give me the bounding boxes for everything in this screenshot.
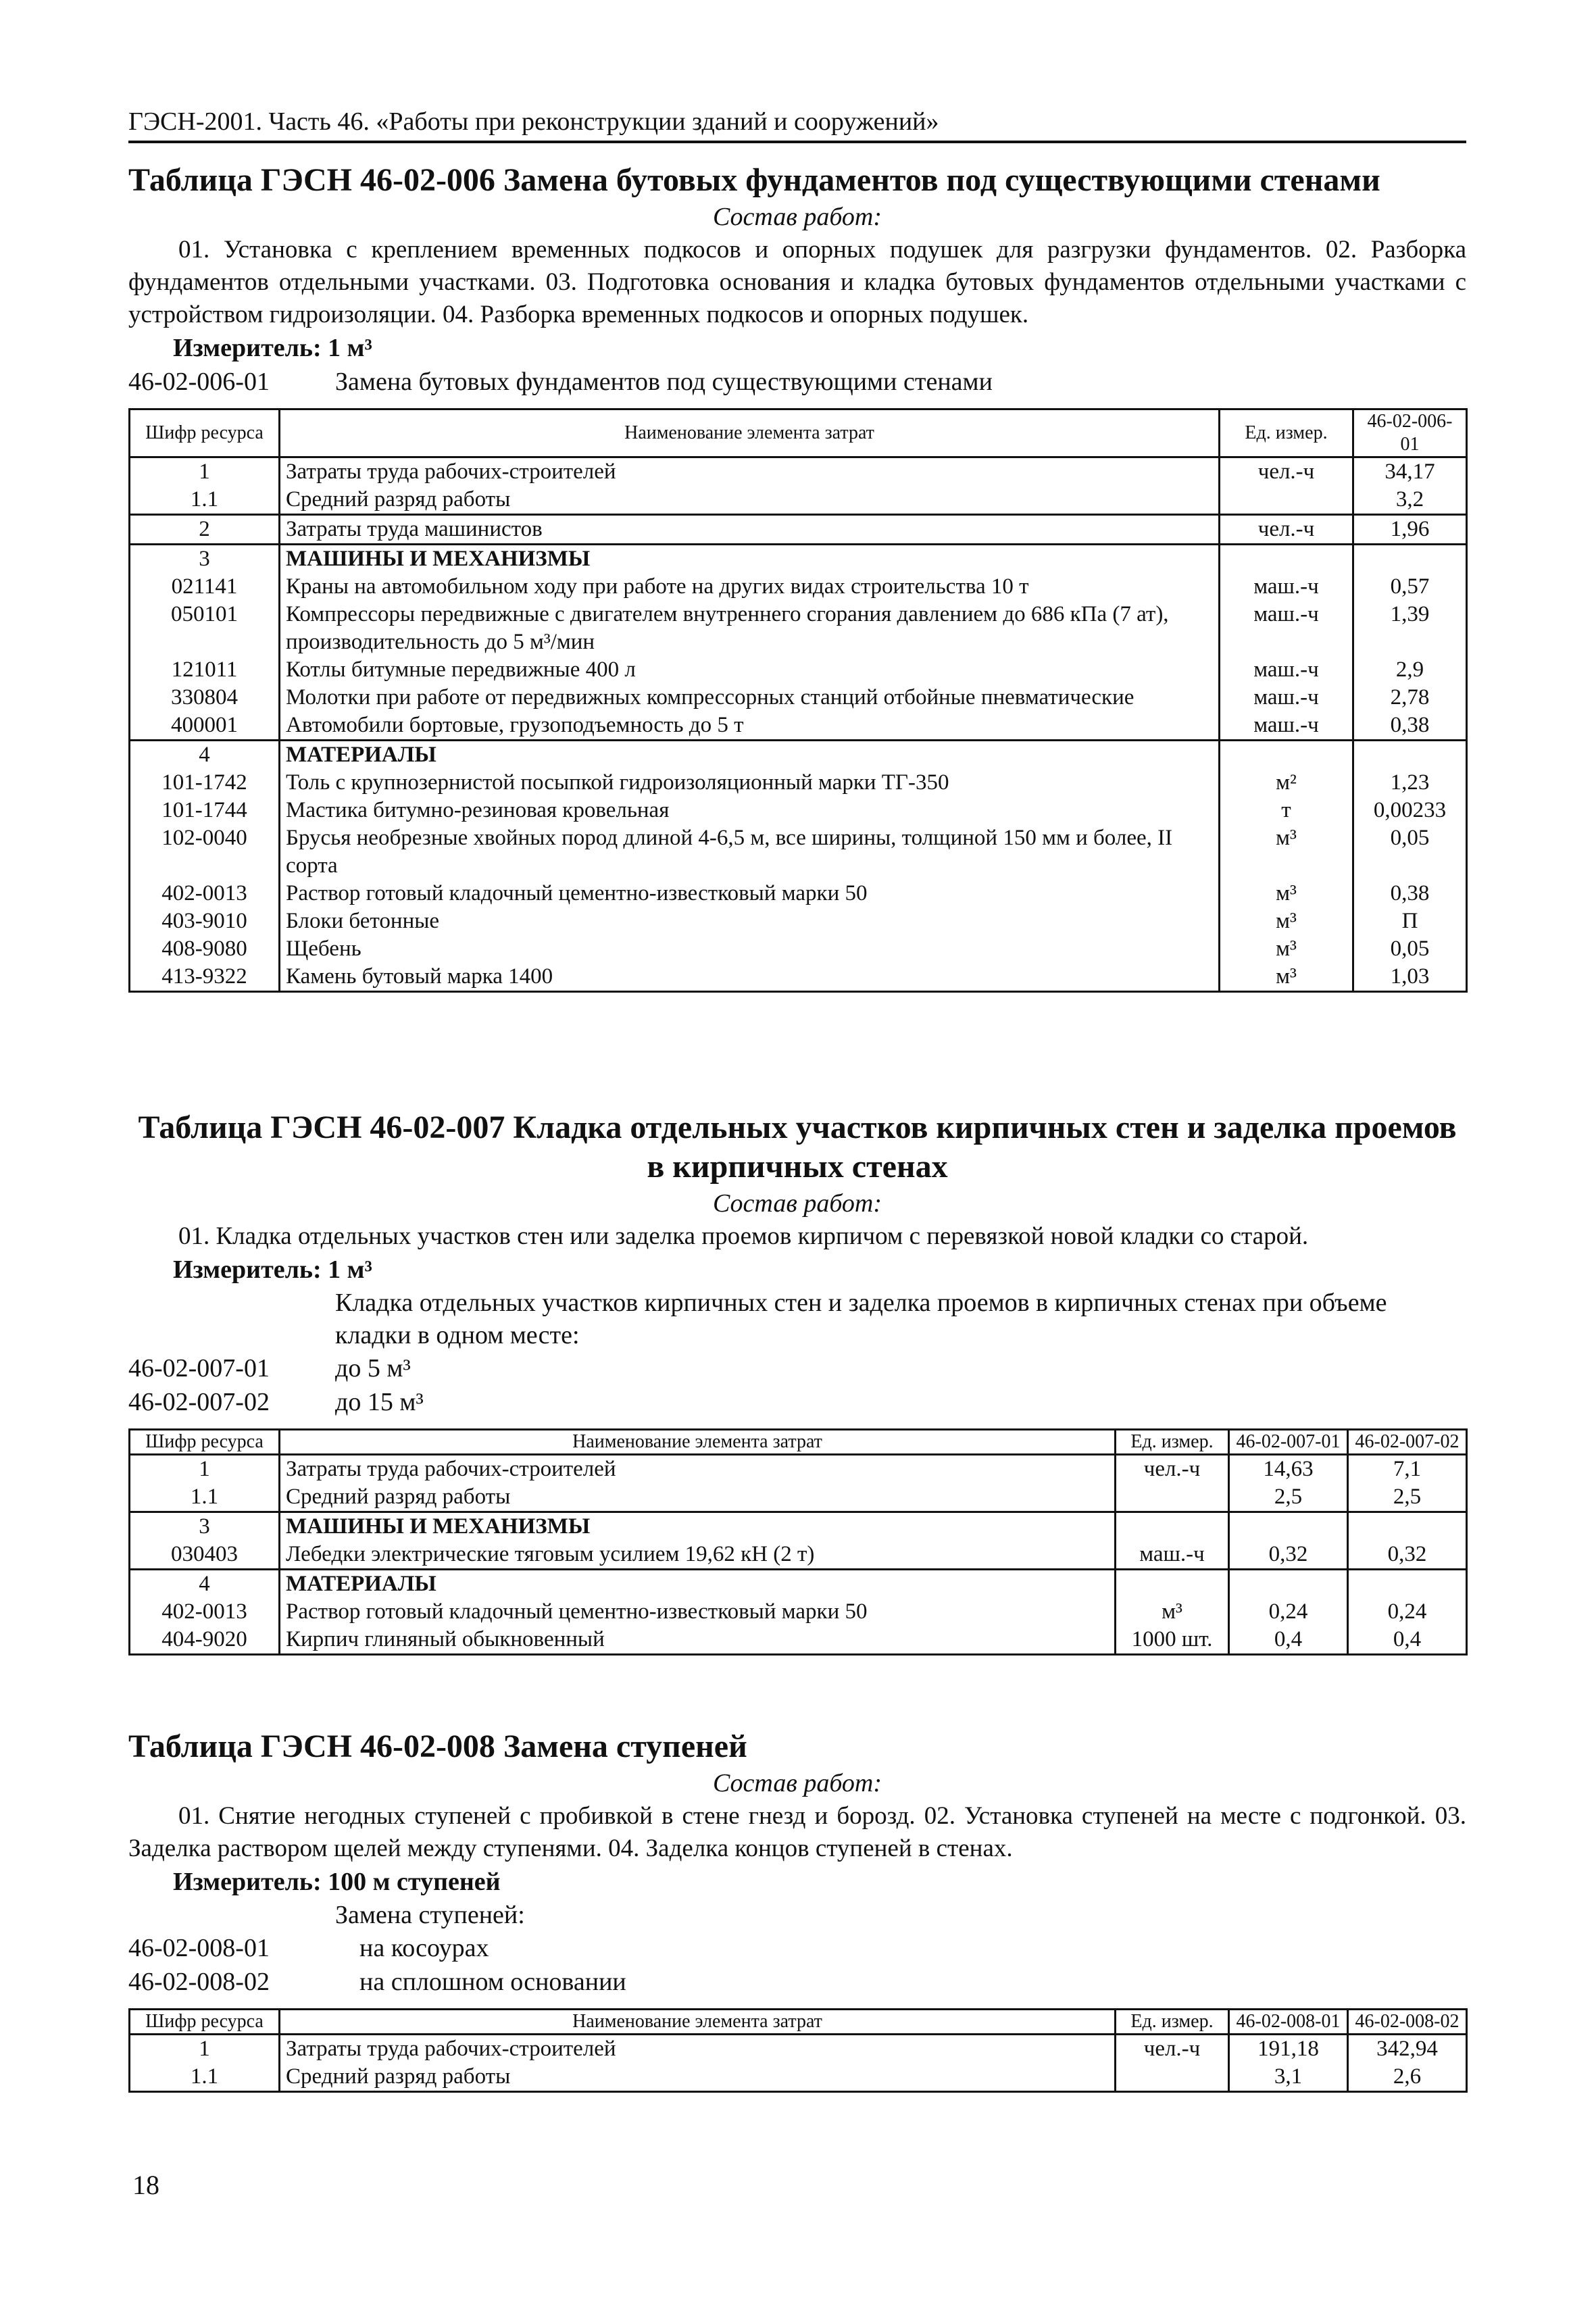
- header-col1: 46-02-006-01: [1353, 409, 1467, 457]
- cell-unit: чел.-ч: [1220, 457, 1353, 487]
- table-row: [130, 573, 1467, 601]
- cell-unit: м³: [1220, 824, 1353, 880]
- cell-code: 3: [130, 1512, 280, 1541]
- works-heading: Состав работ:: [712, 1189, 882, 1218]
- section-46-02-007: [128, 1108, 1466, 1656]
- cell-v1: 0,57: [1353, 573, 1467, 601]
- norm-name: Замена бутовых фундаментов под существующими стенами: [335, 368, 993, 396]
- cell-unit: м³: [1220, 963, 1353, 992]
- cell-v2: 2,6: [1348, 2063, 1467, 2092]
- page-number: 18: [132, 2170, 159, 2200]
- cell-v2: 2,5: [1348, 1483, 1467, 1512]
- works-heading: Состав работ:: [712, 203, 882, 231]
- resource-table: [128, 408, 1468, 993]
- header-col2: 46-02-008-02: [1348, 2010, 1467, 2035]
- cell-v1: 0,05: [1353, 935, 1467, 963]
- table-body: [130, 1455, 1467, 1655]
- cell-code: 021141: [130, 573, 280, 601]
- cell-code: 101-1742: [130, 769, 280, 797]
- norm-code-line: [128, 1931, 1466, 1965]
- header-code: Шифр ресурса: [130, 2010, 280, 2035]
- cell-unit: [1116, 1512, 1229, 1541]
- cell-name: МАТЕРИАЛЫ: [280, 741, 1220, 770]
- cell-unit: маш.-ч: [1116, 1541, 1229, 1570]
- cell-unit: 1000 шт.: [1116, 1626, 1229, 1655]
- cell-name: Камень бутовый марка 1400: [280, 963, 1220, 992]
- resource-table: [128, 1428, 1468, 1656]
- table-row: [130, 935, 1467, 963]
- norm-code: 46-02-008-01: [128, 1934, 270, 1962]
- table-row: [130, 880, 1467, 907]
- cell-name: Компрессоры передвижные с двигателем внутреннего сгорания давлением до 686 кПа (7 ат), производительность до 5 м³/мин: [280, 601, 1220, 656]
- table-row: [130, 963, 1467, 992]
- cell-code: 403-9010: [130, 907, 280, 935]
- table-row: [130, 601, 1467, 656]
- cell-v2: 0,32: [1348, 1541, 1467, 1570]
- cell-name: МАШИНЫ И МЕХАНИЗМЫ: [280, 1512, 1116, 1541]
- resource-table: [128, 2008, 1468, 2093]
- norm-code: 46-02-006-01: [128, 368, 270, 396]
- cell-code: 1: [130, 457, 280, 487]
- cell-code: 2: [130, 515, 280, 545]
- cell-v2: [1348, 1570, 1467, 1599]
- norm-intro: Кладка отдельных участков кирпичных стен и заделка проемов в кирпичных стенах при объеме кладки в одном месте:: [335, 1289, 1387, 1349]
- norm-code-line: [128, 1385, 1466, 1419]
- cell-v1: 1,39: [1353, 601, 1467, 656]
- cell-name: Блоки бетонные: [280, 907, 1220, 935]
- cell-code: 400001: [130, 712, 280, 741]
- cell-code: 1.1: [130, 2063, 280, 2092]
- table-title: Таблица ГЭСН 46-02-007 Кладка отдельных участков кирпичных стен и заделка проемов в кирпичных стенах: [138, 1110, 1457, 1185]
- table-row: [130, 1541, 1467, 1570]
- cell-v2: 342,94: [1348, 2035, 1467, 2064]
- cell-code: 330804: [130, 684, 280, 712]
- cell-code: 102-0040: [130, 824, 280, 880]
- cell-v1: 1,03: [1353, 963, 1467, 992]
- cell-v1: 1,23: [1353, 769, 1467, 797]
- table-row: [130, 545, 1467, 574]
- table-row: [130, 1570, 1467, 1599]
- header-name: Наименование элемента затрат: [280, 409, 1220, 457]
- cell-unit: маш.-ч: [1220, 656, 1353, 684]
- cell-v1: 34,17: [1353, 457, 1467, 487]
- cell-v1: 3,2: [1353, 486, 1467, 515]
- norm-code-line: [128, 1965, 1466, 1999]
- cell-code: 1: [130, 2035, 280, 2064]
- cell-code: 413-9322: [130, 963, 280, 992]
- cell-name: Краны на автомобильном ходу при работе на других видах строительства 10 т: [280, 573, 1220, 601]
- cell-name: Затраты труда машинистов: [280, 515, 1220, 545]
- cell-unit: [1116, 1483, 1229, 1512]
- norm-name: до 5 м³: [335, 1354, 411, 1383]
- cell-v1: [1353, 545, 1467, 574]
- cell-code: 121011: [130, 656, 280, 684]
- cell-unit: т: [1220, 797, 1353, 824]
- norm-intro: Замена ступеней:: [335, 1901, 525, 1929]
- table-row: [130, 712, 1467, 741]
- cell-v1: 0,00233: [1353, 797, 1467, 824]
- cell-v1: 0,24: [1229, 1598, 1348, 1626]
- cell-name: Раствор готовый кладочный цементно-известковый марки 50: [280, 1598, 1116, 1626]
- cell-unit: маш.-ч: [1220, 712, 1353, 741]
- cell-unit: м³: [1220, 907, 1353, 935]
- cell-code: 3: [130, 545, 280, 574]
- table-body: [130, 457, 1467, 992]
- cell-v1: [1229, 1512, 1348, 1541]
- cell-code: 1: [130, 1455, 280, 1484]
- works-description: 01. Снятие негодных ступеней с пробивкой в стене гнезд и борозд. 02. Установка ступеней на месте с подгонкой. 03. Заделка раствором щелей между ступенями. 04. Заделка концов ступеней в стенах.: [128, 1802, 1466, 1862]
- table-row: [130, 769, 1467, 797]
- norm-name: до 15 м³: [335, 1388, 424, 1416]
- table-row: [130, 1626, 1467, 1655]
- table-row: [130, 907, 1467, 935]
- cell-v1: 0,05: [1353, 824, 1467, 880]
- cell-code: 402-0013: [130, 880, 280, 907]
- cell-name: Затраты труда рабочих-строителей: [280, 1455, 1116, 1484]
- cell-v1: 191,18: [1229, 2035, 1348, 2064]
- norm-code: 46-02-008-02: [128, 1968, 270, 1996]
- table-row: [130, 2035, 1467, 2064]
- cell-code: 4: [130, 741, 280, 770]
- section-46-02-006: [128, 161, 1466, 993]
- works-heading: Состав работ:: [712, 1769, 882, 1797]
- header-name: Наименование элемента затрат: [280, 1430, 1116, 1455]
- cell-unit: [1116, 1570, 1229, 1599]
- header-col2: 46-02-007-02: [1348, 1430, 1467, 1455]
- cell-name: Мастика битумно-резиновая кровельная: [280, 797, 1220, 824]
- table-row: [130, 824, 1467, 880]
- cell-v1: 0,4: [1229, 1626, 1348, 1655]
- cell-unit: [1220, 486, 1353, 515]
- cell-v1: 0,38: [1353, 880, 1467, 907]
- table-row: [130, 1598, 1467, 1626]
- cell-name: Котлы битумные передвижные 400 л: [280, 656, 1220, 684]
- table-body: [130, 2035, 1467, 2092]
- cell-code: 404-9020: [130, 1626, 280, 1655]
- works-description: 01. Установка с креплением временных подкосов и опорных подушек для разгрузки фундаментов. 02. Разборка фундаментов отдельными участками. 03. Подготовка основания и кладка бутовых фундаментов отдельными участками с устройством гидроизоляции. 04. Разборка временных подкосов и опорных подушек.: [128, 236, 1466, 328]
- cell-name: Щебень: [280, 935, 1220, 963]
- table-row: [130, 2063, 1467, 2092]
- header-name: Наименование элемента затрат: [280, 2010, 1116, 2035]
- cell-name: МАШИНЫ И МЕХАНИЗМЫ: [280, 545, 1220, 574]
- table-row: [130, 457, 1467, 487]
- header-unit: Ед. измер.: [1220, 409, 1353, 457]
- table-row: [130, 1455, 1467, 1484]
- header-code: Шифр ресурса: [130, 1430, 280, 1455]
- cell-unit: чел.-ч: [1220, 515, 1353, 545]
- cell-v1: 2,5: [1229, 1483, 1348, 1512]
- cell-name: Раствор готовый кладочный цементно-известковый марки 50: [280, 880, 1220, 907]
- cell-unit: [1116, 2063, 1229, 2092]
- table-row: [130, 656, 1467, 684]
- cell-unit: маш.-ч: [1220, 573, 1353, 601]
- cell-name: Автомобили бортовые, грузоподъемность до 5 т: [280, 712, 1220, 741]
- cell-unit: м²: [1220, 769, 1353, 797]
- cell-v1: 0,38: [1353, 712, 1467, 741]
- table-title: Таблица ГЭСН 46-02-008 Замена ступеней: [128, 1728, 747, 1764]
- cell-name: Молотки при работе от передвижных компрессорных станций отбойные пневматические: [280, 684, 1220, 712]
- cell-code: 101-1744: [130, 797, 280, 824]
- cell-v1: 2,9: [1353, 656, 1467, 684]
- table-row: [130, 1512, 1467, 1541]
- cell-code: 030403: [130, 1541, 280, 1570]
- cell-name: Средний разряд работы: [280, 486, 1220, 515]
- table-title: Таблица ГЭСН 46-02-006 Замена бутовых фундаментов под существующими стенами: [128, 162, 1380, 198]
- norm-code-line: [128, 1351, 1466, 1385]
- works-description: 01. Кладка отдельных участков стен или заделка проемов кирпичом с перевязкой новой кладки со старой.: [178, 1222, 1309, 1250]
- cell-name: Толь с крупнозернистой посыпкой гидроизоляционный марки ТГ-350: [280, 769, 1220, 797]
- table-row: [130, 684, 1467, 712]
- cell-v1: [1353, 741, 1467, 770]
- cell-unit: [1220, 741, 1353, 770]
- cell-v1: 2,78: [1353, 684, 1467, 712]
- cell-unit: чел.-ч: [1116, 2035, 1229, 2064]
- cell-unit: [1220, 545, 1353, 574]
- cell-v1: 14,63: [1229, 1455, 1348, 1484]
- cell-name: Брусья необрезные хвойных пород длиной 4-6,5 м, все ширины, толщиной 150 мм и более, II сорта: [280, 824, 1220, 880]
- cell-code: 402-0013: [130, 1598, 280, 1626]
- norm-code: 46-02-007-02: [128, 1388, 270, 1416]
- cell-v2: [1348, 1512, 1467, 1541]
- cell-name: Кирпич глиняный обыкновенный: [280, 1626, 1116, 1655]
- cell-name: Средний разряд работы: [280, 1483, 1116, 1512]
- cell-code: 1.1: [130, 486, 280, 515]
- cell-v2: 7,1: [1348, 1455, 1467, 1484]
- measure-unit: Измеритель: 1 м³: [173, 1255, 372, 1284]
- cell-unit: маш.-ч: [1220, 601, 1353, 656]
- cell-unit: м³: [1116, 1598, 1229, 1626]
- table-row: [130, 515, 1467, 545]
- table-row: [130, 797, 1467, 824]
- table-row: [130, 1483, 1467, 1512]
- cell-code: 050101: [130, 601, 280, 656]
- header-unit: Ед. измер.: [1116, 2010, 1229, 2035]
- norm-code: 46-02-007-01: [128, 1354, 270, 1383]
- table-row: [130, 741, 1467, 770]
- running-header: ГЭСН-2001. Часть 46. «Работы при реконструкции зданий и сооружений»: [128, 107, 1466, 143]
- cell-name: Затраты труда рабочих-строителей: [280, 2035, 1116, 2064]
- cell-unit: м³: [1220, 880, 1353, 907]
- norm-name: на косоурах: [359, 1934, 489, 1962]
- section-46-02-008: [128, 1727, 1466, 2093]
- cell-v1: 0,32: [1229, 1541, 1348, 1570]
- cell-unit: чел.-ч: [1116, 1455, 1229, 1484]
- norm-code-line: [128, 365, 1466, 399]
- cell-unit: маш.-ч: [1220, 684, 1353, 712]
- header-col1: 46-02-007-01: [1229, 1430, 1348, 1455]
- header-col1: 46-02-008-01: [1229, 2010, 1348, 2035]
- cell-v2: 0,24: [1348, 1598, 1467, 1626]
- measure-unit: Измеритель: 100 м ступеней: [173, 1868, 501, 1896]
- norm-name: на сплошном основании: [359, 1968, 626, 1996]
- cell-unit: м³: [1220, 935, 1353, 963]
- table-row: [130, 486, 1467, 515]
- measure-unit: Измеритель: 1 м³: [173, 334, 372, 362]
- cell-v1: 3,1: [1229, 2063, 1348, 2092]
- cell-code: 1.1: [130, 1483, 280, 1512]
- cell-code: 408-9080: [130, 935, 280, 963]
- cell-name: Лебедки электрические тяговым усилием 19,62 кН (2 т): [280, 1541, 1116, 1570]
- cell-name: Средний разряд работы: [280, 2063, 1116, 2092]
- cell-v1: [1229, 1570, 1348, 1599]
- header-code: Шифр ресурса: [130, 409, 280, 457]
- cell-v2: 0,4: [1348, 1626, 1467, 1655]
- cell-v1: П: [1353, 907, 1467, 935]
- header-unit: Ед. измер.: [1116, 1430, 1229, 1455]
- cell-code: 4: [130, 1570, 280, 1599]
- cell-name: МАТЕРИАЛЫ: [280, 1570, 1116, 1599]
- cell-v1: 1,96: [1353, 515, 1467, 545]
- cell-name: Затраты труда рабочих-строителей: [280, 457, 1220, 487]
